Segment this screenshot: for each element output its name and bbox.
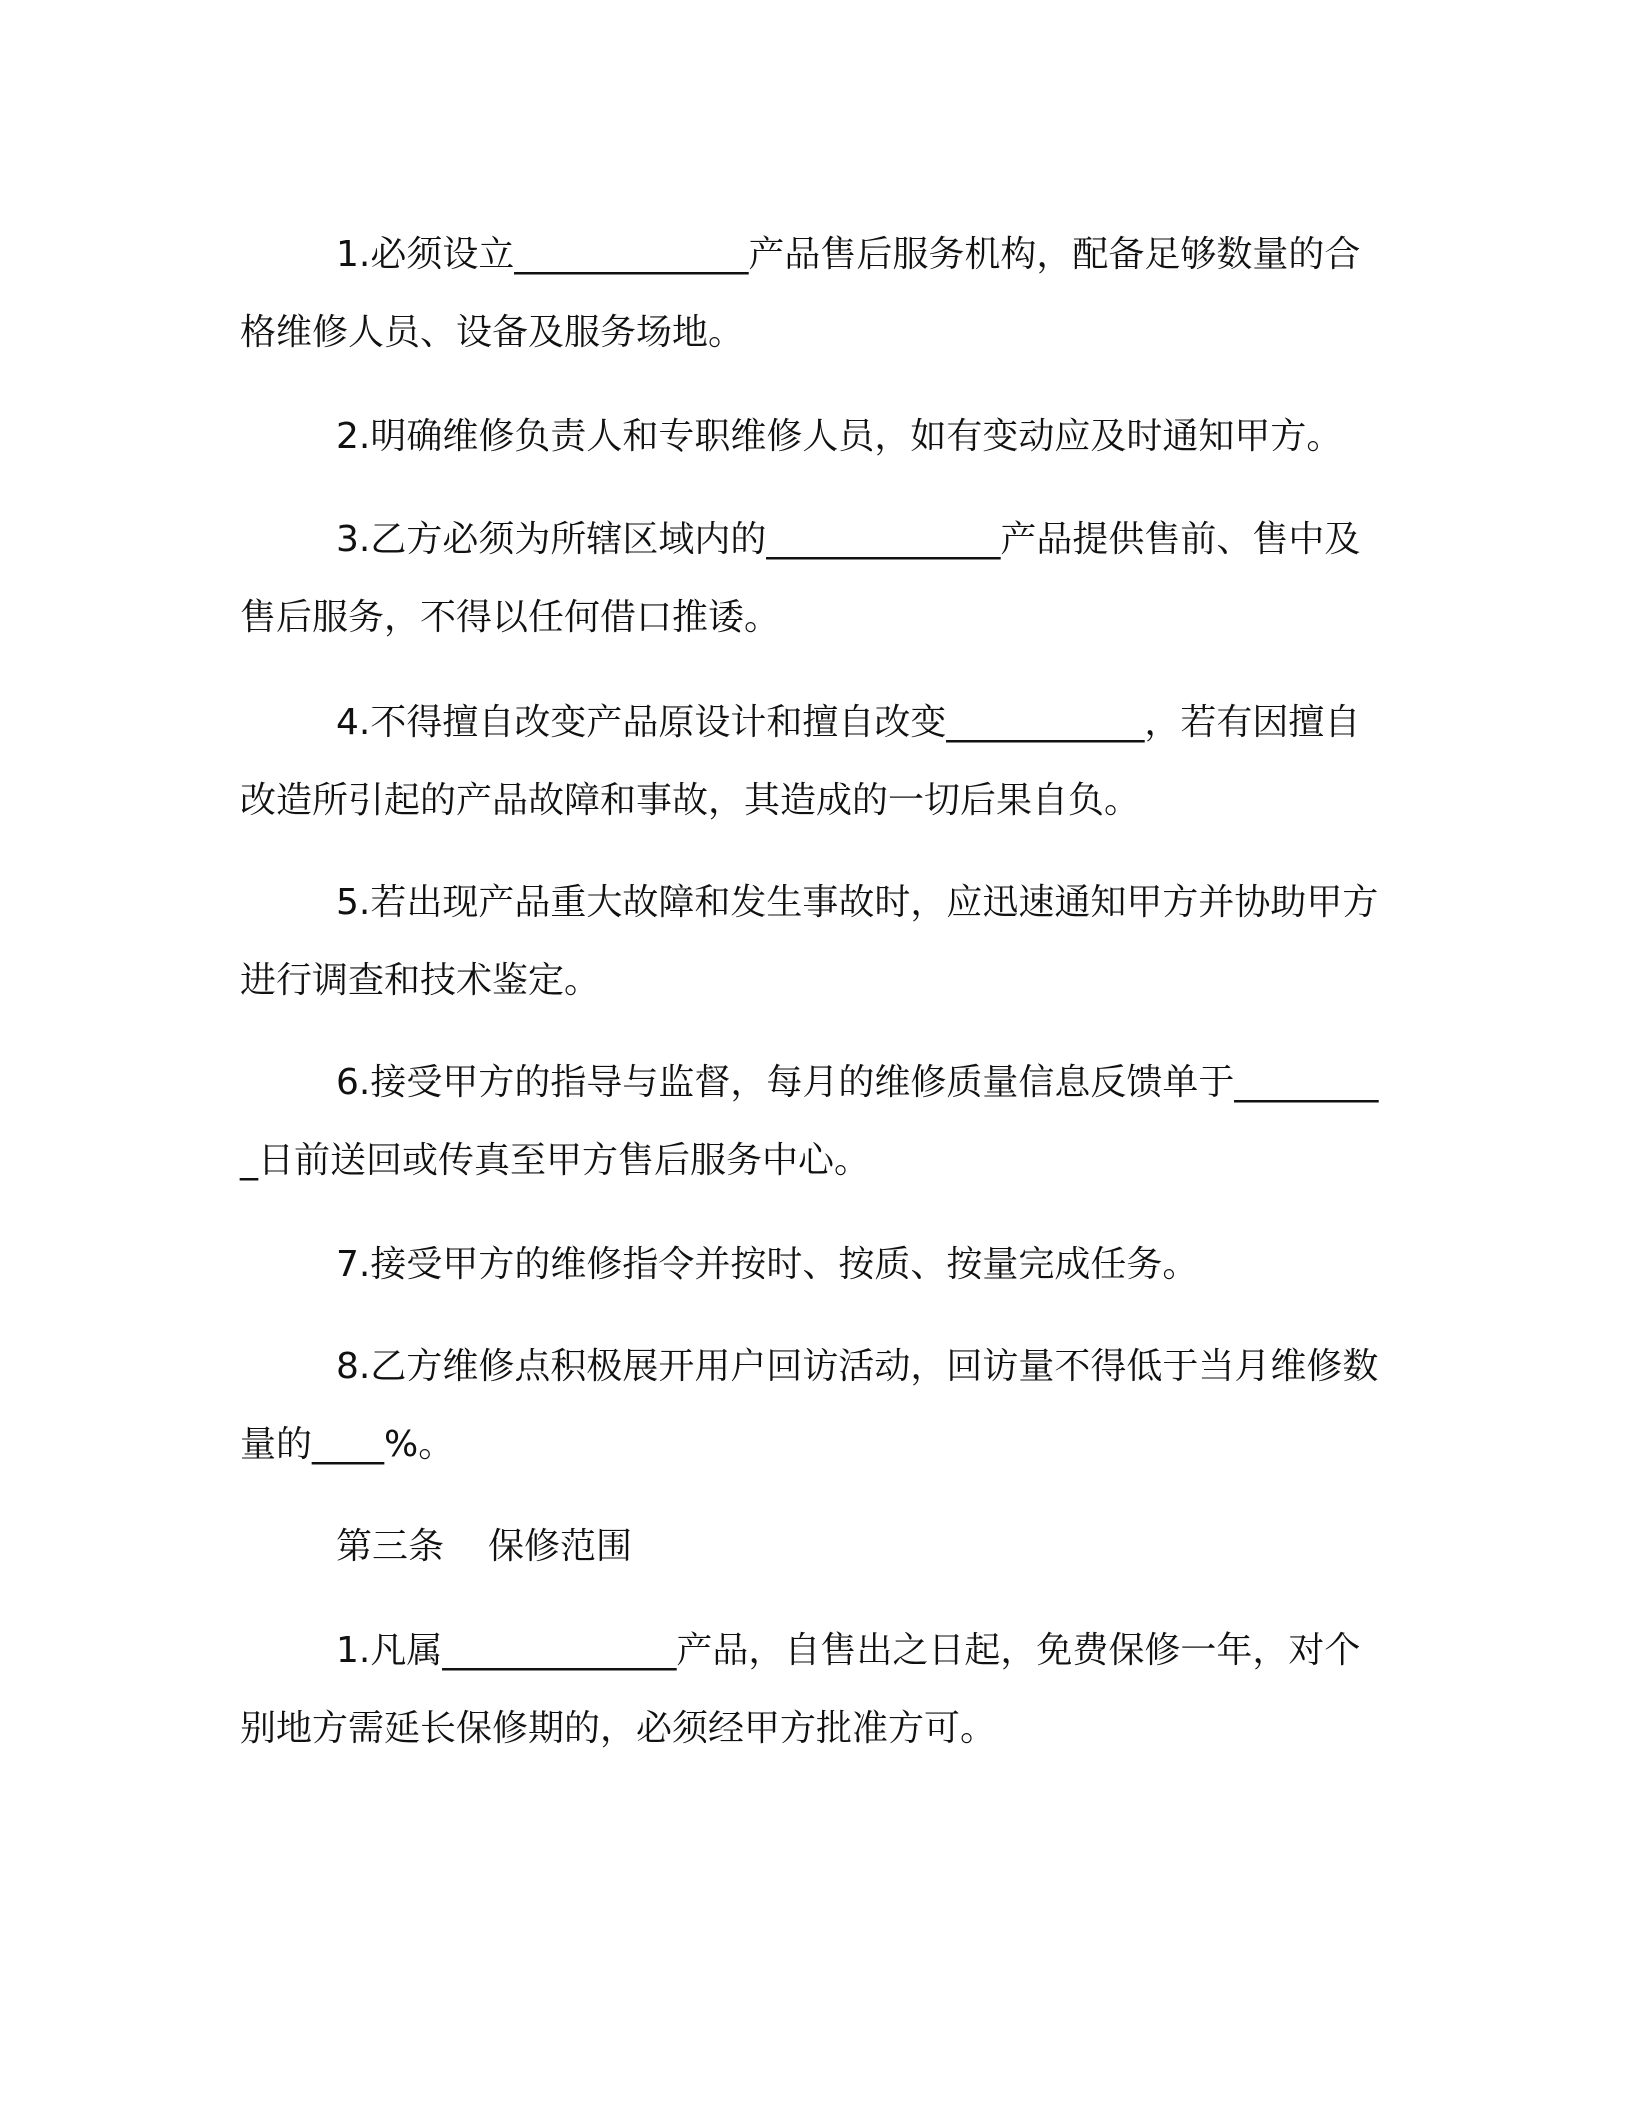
section-number: 第三条 — [336, 1526, 445, 1567]
clause-3: 3.乙方必须为所辖区域内的_____________产品提供售前、售中及售后服务，不得以任何借口推诿。 — [240, 519, 1361, 638]
clause-1: 1.必须设立_____________产品售后服务机构，配备足够数量的合格维修人员、设备及服务场地。 — [240, 234, 1361, 353]
clause-4: 4.不得擅自改变产品原设计和擅自改变___________，若有因擅自改造所引起的产品故障和事故，其造成的一切后果自负。 — [240, 702, 1361, 821]
clause-7: 7.接受甲方的维修指令并按时、按质、按量完成任务。 — [336, 1244, 1199, 1285]
section-heading — [240, 1508, 1380, 1586]
clause-8: 8.乙方维修点积极展开用户回访活动，回访量不得低于当月维修数量的____%。 — [240, 1346, 1379, 1465]
warranty-clause-1: 1.凡属_____________产品，自售出之日起，免费保修一年，对个别地方需延长保修期的，必须经甲方批准方可。 — [240, 1630, 1361, 1749]
clause-5: 5.若出现产品重大故障和发生事故时，应迅速通知甲方并协助甲方进行调查和技术鉴定。 — [240, 882, 1379, 1001]
section-title: 保修范围 — [488, 1526, 633, 1567]
clause-6: 6.接受甲方的指导与监督，每月的维修质量信息反馈单于_________日前送回或传真至甲方售后服务中心。 — [240, 1062, 1379, 1181]
clause-2: 2.明确维修负责人和专职维修人员，如有变动应及时通知甲方。 — [336, 416, 1343, 457]
